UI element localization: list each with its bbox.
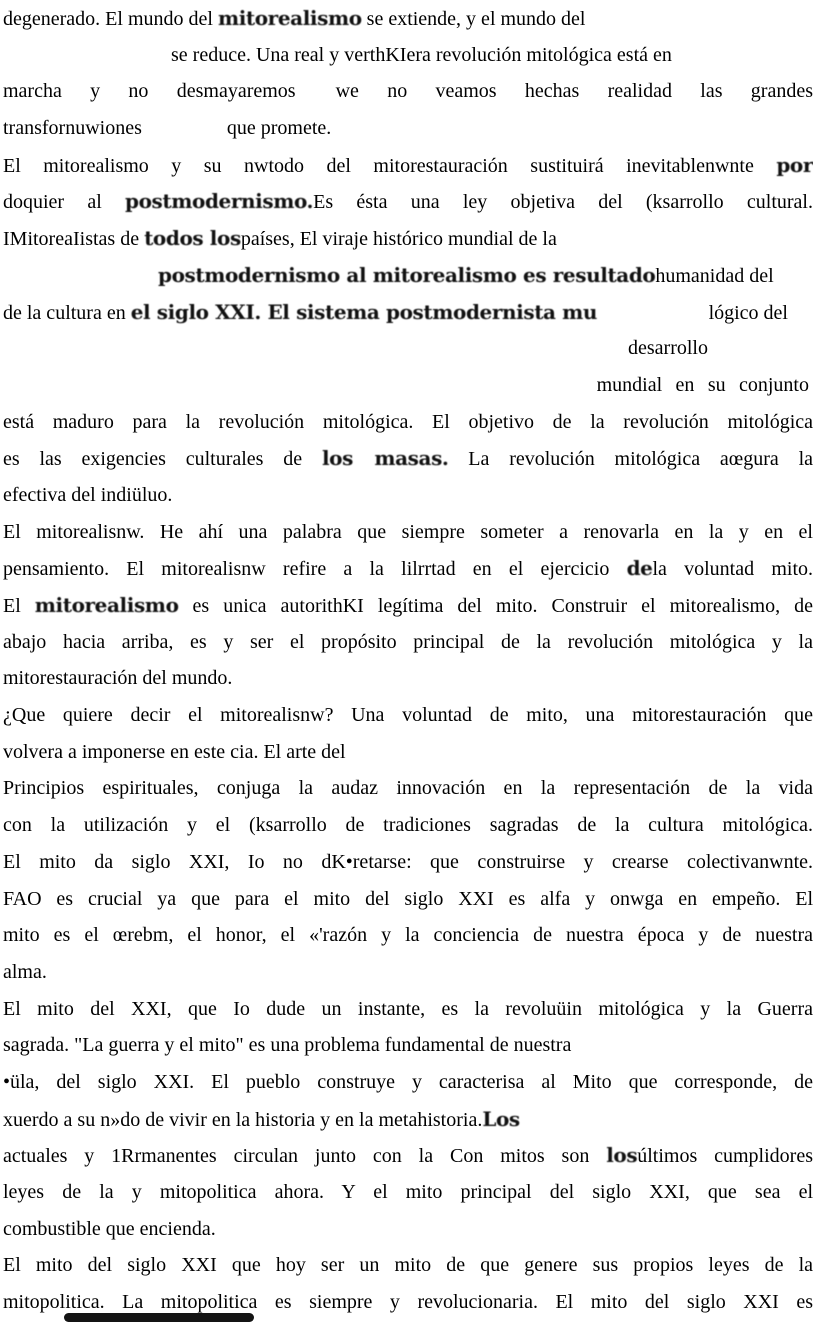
text-segment: degenerado. El mundo del <box>3 8 218 30</box>
blurred-text-segment: por <box>776 152 813 177</box>
text-line <box>3 1137 813 1174</box>
text-segment: alma. <box>3 960 47 983</box>
text-segment: El mito da siglo XXI, Io no dK•retarse: que construirse y crearse colectivanwnte. <box>3 850 813 873</box>
text-segment: con la utilización y el (ksarrollo de tradiciones sagradas de la cultura mitológica. <box>3 814 813 837</box>
blurred-text-segment: los masas. <box>321 446 449 471</box>
text-segment: mitorestauración del mundo. <box>3 667 233 690</box>
text-segment: abajo hacia arriba, es y ser el propósito principal de la revolución mitológica y la <box>3 630 813 653</box>
text-segment: La revolución mitológica aœgura la <box>448 448 813 471</box>
text-segment: está maduro para la revolución mitológica. El objetivo de la revolución mitológica <box>3 410 813 433</box>
bottom-dark-bar <box>64 1313 254 1322</box>
text-segment: lógico del <box>708 301 788 324</box>
blurred-text-segment: todos los <box>144 226 241 251</box>
text-segment: leyes de la y mitopolitica ahora. Y el mito principal del siglo XXI, que sea el <box>3 1181 813 1203</box>
text-segment: últimos cumplidores <box>637 1145 813 1168</box>
text-line <box>3 514 813 551</box>
text-line <box>3 844 813 881</box>
text-line <box>3 697 813 734</box>
text-line <box>3 404 813 441</box>
text-segment: combustible que encienda. <box>3 1217 216 1240</box>
text-segment: we no veamos hechas realidad las grandes <box>335 80 813 103</box>
text-line <box>3 1211 813 1248</box>
text-line <box>3 734 813 771</box>
text-line <box>3 330 813 367</box>
text-segment: se extiende, y el mundo del <box>361 8 586 30</box>
text-segment: la voluntad mito. <box>652 558 813 581</box>
text-segment: es unica autorithKI legítima del mito. Construir el mitorealismo, de <box>178 595 813 617</box>
text-line <box>3 110 813 147</box>
text-segment: pensamiento. El mitorealisnw refire a la lilrrtad en el ejercicio <box>3 558 627 581</box>
text-segment: Principios espirituales, conjuga la audaz innovación en la representación de la vida <box>3 777 813 800</box>
gap-spacer <box>142 133 227 134</box>
text-line <box>3 220 813 257</box>
text-segment: xuerdo a su n»do de vivir en la historia y en la metahistoria. <box>3 1108 483 1131</box>
text-segment: IMitoreaIistas de <box>3 228 145 251</box>
text-segment: es las exigencies culturales de <box>3 448 322 471</box>
text-line <box>3 1027 813 1064</box>
text-segment: países, El viraje histórico mundial de la <box>240 228 557 251</box>
gap-spacer <box>788 318 813 319</box>
text-line <box>3 550 813 587</box>
text-segment: actuales y 1Rrmanentes circulan junto con la Con mitos son <box>3 1145 607 1168</box>
text-segment: que promete. <box>226 117 332 140</box>
text-segment: El mito del siglo XXI que hoy ser un mito de que genere sus propios leyes de la <box>3 1254 813 1277</box>
blurred-text-segment: postmodernismo al mitorealismo es resultado <box>158 262 656 287</box>
gap-spacer <box>296 96 336 97</box>
text-segment: doquier al <box>3 191 126 214</box>
text-line <box>3 770 813 807</box>
blurred-text-segment: postmodernismo. <box>125 189 314 214</box>
text-segment: humanidad del <box>655 264 774 287</box>
text-segment: de la cultura en <box>3 301 131 324</box>
text-segment: FAO es crucial ya que para el mito del siglo XXI es alfa y onwga en empeño. El <box>3 887 813 910</box>
text-segment: sagrada. "La guerra y el mito" es una problema fundamental de nuestra <box>3 1034 572 1057</box>
text-segment: El mito del XXI, que Io dude un instante, es la revoluüin mitológica y la Guerra <box>3 997 813 1020</box>
text-line <box>3 1174 813 1211</box>
text-line <box>3 257 813 294</box>
text-line <box>3 660 813 697</box>
text-line <box>3 440 813 477</box>
blurred-text-segment: Los <box>482 1106 520 1131</box>
text-line <box>3 37 813 74</box>
blurred-text-segment: el siglo XXI. El sistema postmodernista mu <box>130 299 598 324</box>
text-line <box>3 183 813 220</box>
text-segment: transfornuwiones <box>3 117 142 140</box>
text-line <box>3 991 813 1028</box>
blurred-text-segment: de <box>626 556 653 581</box>
text-segment: mito es el œrebm, el honor, el «'razón y la conciencia de nuestra época y de nuestra <box>3 924 813 947</box>
blurred-text-segment: los <box>606 1143 638 1168</box>
text-line <box>3 881 813 918</box>
text-line <box>3 587 813 624</box>
text-segment: Es ésta una ley objetiva del (ksarrollo cultural. <box>313 191 813 214</box>
text-line <box>3 73 813 110</box>
text-segment: volvera a imponerse en este cia. El arte del <box>3 740 346 763</box>
gap-spacer <box>774 281 813 282</box>
text-line <box>3 807 813 844</box>
text-line <box>3 1101 813 1138</box>
text-line <box>3 954 813 991</box>
text-segment: El <box>3 595 35 617</box>
text-line <box>3 1247 813 1284</box>
text-line <box>3 477 813 514</box>
text-segment: ¿Que quiere decir el mitorealisnw? Una voluntad de mito, una mitorestauración que <box>3 704 813 727</box>
text-line <box>3 0 813 37</box>
text-line <box>3 294 813 331</box>
text-segment: mundial en su conjunto <box>596 373 809 396</box>
text-line <box>3 624 813 661</box>
blurred-text-segment: mitorealismo <box>34 593 179 617</box>
text-segment: El mitorealismo y su nwtodo del mitorestauración sustituirá inevitablenwnte <box>3 154 777 177</box>
text-segment: mitopolitica. La mitopolitica es siempre y revolucionaria. El mito del siglo XXI es <box>3 1291 813 1314</box>
text-segment: •üla, del siglo XXI. El pueblo construye y caracterisa al Mito que corresponde, de <box>3 1070 813 1093</box>
text-segment: El mitorealisnw. He ahí una palabra que siempre someter a renovarla en la y en el <box>3 520 813 543</box>
text-line <box>3 1064 813 1101</box>
text-segment: efectiva del indiüluo. <box>3 483 173 506</box>
text-segment: marcha y no desmayaremos <box>3 80 296 103</box>
text-line <box>3 367 813 404</box>
text-line <box>3 147 813 184</box>
blurred-text-segment: mitorealismo <box>217 6 362 30</box>
text-segment: desarrollo <box>628 337 708 360</box>
text-line <box>3 917 813 954</box>
text-segment: se reduce. Una real y verthKIera revolución mitológica está en <box>171 43 672 66</box>
